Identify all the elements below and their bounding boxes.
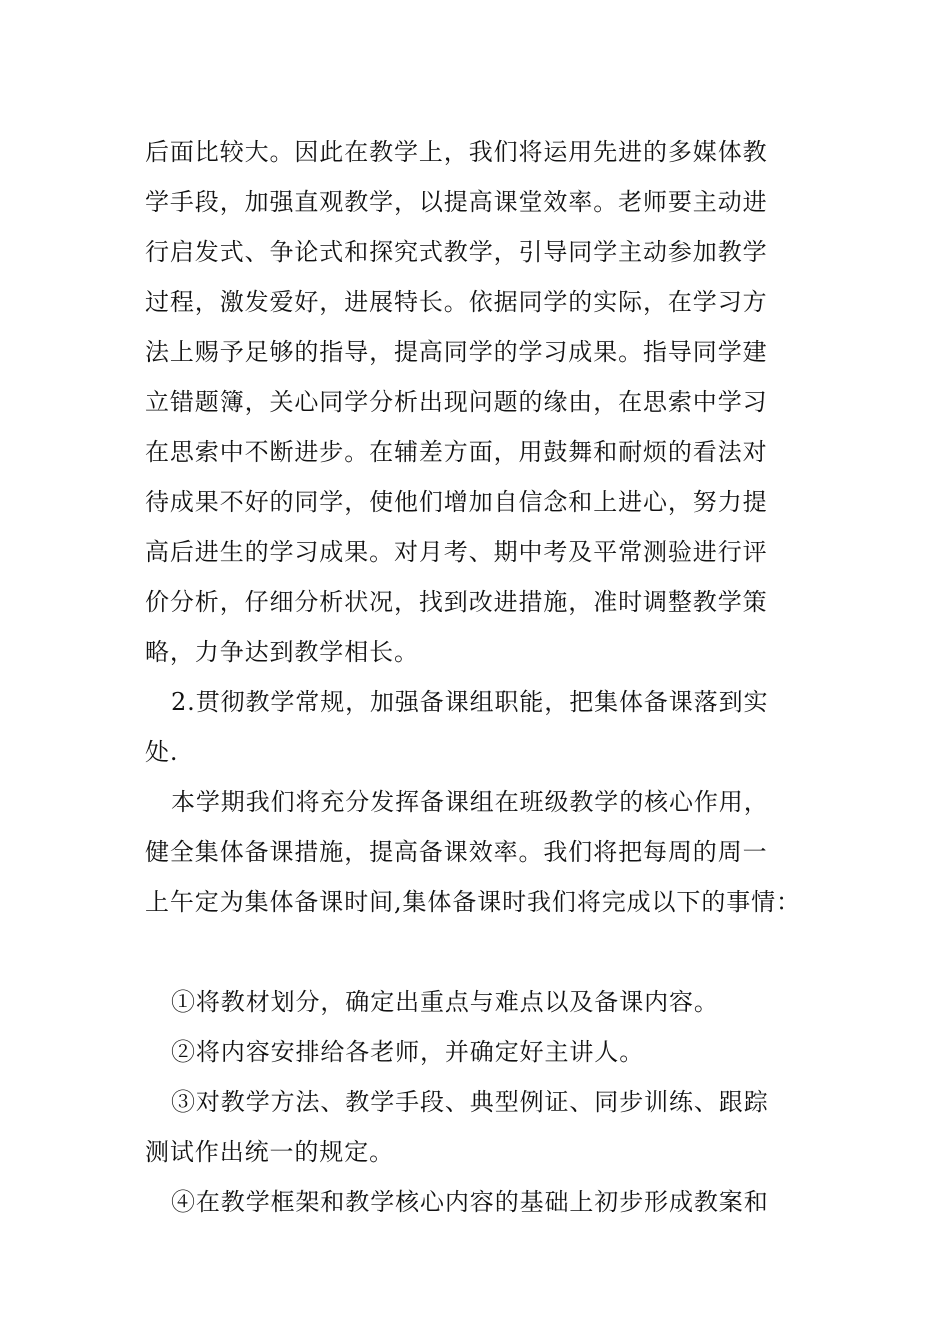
list-item-3-line-1: ③对教学方法、教学手段、典型例证、同步训练、跟踪 xyxy=(171,1088,769,1116)
paragraph-1-line-4: 过程，激发爱好，进展特长。依据同学的实际，在学习方 xyxy=(145,288,768,316)
section-heading-line-1: 2.贯彻教学常规，加强备课组职能，把集体备课落到实 xyxy=(171,688,769,716)
paragraph-1-line-5: 法上赐予足够的指导，提高同学的学习成果。指导同学建 xyxy=(145,338,768,366)
paragraph-1-line-11: 略，力争达到教学相长。 xyxy=(145,638,419,666)
paragraph-1-line-7: 在思索中不断进步。在辅差方面，用鼓舞和耐烦的看法对 xyxy=(145,438,768,466)
paragraph-1-line-10: 价分析，仔细分析状况，找到改进措施，准时调整教学策 xyxy=(145,588,768,616)
paragraph-1-line-1: 后面比较大。因此在教学上，我们将运用先进的多媒体教 xyxy=(145,138,768,166)
list-item-4: ④在教学框架和教学核心内容的基础上初步形成教案和 xyxy=(171,1188,769,1216)
paragraph-1-line-3: 行启发式、争论式和探究式教学，引导同学主动参加教学 xyxy=(145,238,768,266)
section-heading-line-2: 处. xyxy=(145,738,179,766)
paragraph-2-line-1: 本学期我们将充分发挥备课组在班级教学的核心作用， xyxy=(171,788,769,816)
paragraph-1-line-9: 高后进生的学习成果。对月考、期中考及平常测验进行评 xyxy=(145,538,768,566)
paragraph-1-line-2: 学手段，加强直观教学，以提高课堂效率。老师要主动进 xyxy=(145,188,768,216)
list-item-3-line-2: 测试作出统一的规定。 xyxy=(145,1138,394,1166)
paragraph-2-line-3: 上午定为集体备课时间,集体备课时我们将完成以下的事情： xyxy=(145,888,801,916)
list-item-1: ①将教材划分，确定出重点与难点以及备课内容。 xyxy=(171,988,719,1016)
paragraph-1-line-8: 待成果不好的同学，使他们增加自信念和上进心，努力提 xyxy=(145,488,768,516)
paragraph-2-line-2: 健全集体备课措施，提高备课效率。我们将把每周的周一 xyxy=(145,838,768,866)
list-item-2: ②将内容安排给各老师，并确定好主讲人。 xyxy=(171,1038,645,1066)
paragraph-1-line-6: 立错题簿，关心同学分析出现问题的缘由，在思索中学习 xyxy=(145,388,768,416)
